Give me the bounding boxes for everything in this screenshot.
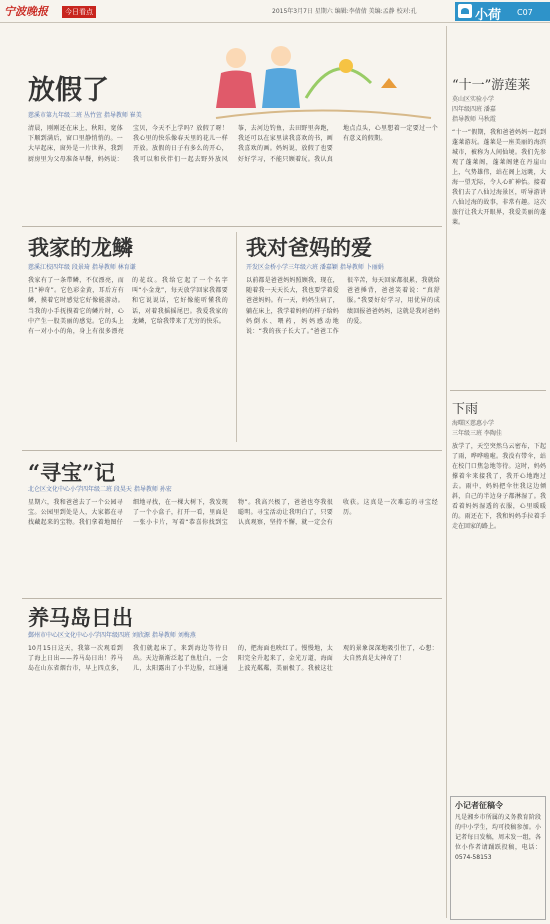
divider	[236, 232, 237, 442]
box-body: 凡是湘乡市所属的义务教育阶段的中小学生，均可投稿参加。小记者每日发稿，周末发一组，各位小作者请踊跃投稿，电话：0574-58153	[455, 814, 541, 861]
sidebar-school-2: 海曙区慈惠小学	[452, 420, 495, 427]
article-byline-3: 开发区金桥小学三年级六班 潘嘉颖 指导教师 卜丽娟	[246, 264, 384, 271]
article-title-1: 放假了	[28, 75, 109, 106]
article-title-2: 我家的龙鳞	[28, 235, 133, 260]
article-body-4: 星期六，我和爸爸去了一个公园寻宝。公园里到处是人，大家都在寻找藏起来的宝物。我们拿着地图仔细地寻找，在一棵大树下，我发现了一个小盒子，打开一看，里面是一张小卡片，写着“恭喜你找到宝物”。我高兴极了，爸爸也夸我很聪明。寻宝活动让我明白了，只要认真观察，坚持不懈，就一定会有收获。这真是一次难忘的寻宝经历。	[28, 499, 438, 527]
column-divider	[446, 26, 447, 918]
sidebar-grade-1: 四年级四班 潘嘉	[452, 106, 496, 113]
article-body-2: 我家有了一条带鳞，不仅漂亮，而且“神奇”。它色彩金黄，耳后方有鳞，摸着它时感觉它好像能游动。当我的小手抚摸着它的鳞片时，心中产生一股美丽的感觉。它的头上有一对小小的角，身上有很多漂亮的花纹。我给它起了一个名字叫“小金龙”，每天放学回家我都要和它说说话，它好像能听懂我的话，对着我摇摇尾巴。我爱我家的龙鳞，它给我带来了无穷的快乐。	[28, 277, 228, 336]
lotus-icon	[458, 4, 472, 18]
article-byline-5: 鄞州市中心区文化中心小学四年级四班 刘欣源 指导教师 刘梅燕	[28, 632, 196, 639]
article-byline-4: 北仑区文化中心小学四年级二班 段昊天 指导教师 孙宏	[28, 486, 172, 493]
brand-name: 小荷	[475, 8, 502, 23]
divider	[450, 390, 546, 391]
sidebar-school-1: 莫山区实验小学	[452, 96, 495, 103]
page-number: C07	[517, 8, 533, 17]
divider	[22, 226, 442, 227]
divider	[22, 598, 442, 599]
sidebar-teacher-1: 指导教师 马秋霞	[452, 116, 496, 123]
sidebar-title-1: “十一”游莲莱	[452, 78, 531, 93]
children-illustration	[196, 28, 446, 128]
sidebar-title-2: 下雨	[452, 402, 479, 417]
article-body-5: 10月15日这天，我第一次观看到了海上日出——养马岛日出！养马岛在山东省烟台市，早上四点多，我们就起床了，来到海边等待日出。天边渐渐泛起了鱼肚白，一会儿，太阳露出了小半边脸，红通通的，把海面也映红了。慢慢地，太阳完全升起来了，金光万道，海面上波光粼粼，美丽极了。我被这壮观的景象深深地吸引住了，心想：大自然真是太神奇了！	[28, 645, 438, 673]
divider	[22, 450, 442, 451]
article-title-4: “寻宝”记	[28, 460, 116, 485]
newspaper-logo: 宁波晚报	[4, 5, 48, 18]
article-body-3: 以前都是爸爸妈妈照顾我，现在，随着我一天天长大，我也要学着爱爸爸妈妈。有一天，妈妈生病了，躺在床上，我学着妈妈的样子给妈妈倒水、喂药，妈妈感动地说：“我的孩子长大了。”爸爸工作很辛苦，每天回家都很累，我就给爸爸捶背，爸爸笑着说：“真舒服。”我要好好学习，用优异的成绩回报爸爸妈妈，这就是我对爸妈的爱。	[246, 277, 440, 336]
article-byline-2: 慈溪江校四年级 段景琦 指导教师 林育谦	[28, 264, 136, 271]
section-label: 今日看点	[62, 6, 96, 18]
sidebar-body-1: “十一”假期，我和爸爸妈妈一起到蓬莱游玩。蓬莱是一座美丽的海滨城市，被称为人间仙境。我们先参观了蓬莱阁，蓬莱阁建在丹崖山上，气势雄伟，站在阁上远眺，大海一望无际，令人心旷神怡。接着我们去了八仙过海景区，听导游讲八仙过海的故事，非常有趣。这次旅行让我大开眼界，我爱美丽的蓬莱。	[452, 129, 546, 226]
header-info: 2015年3月7日 星期六 编辑:李倩倩 美编:孟静 校对:孔	[272, 8, 417, 15]
article-body-1: 清晨，刚刚还在床上，秋阳，宽体下顺到满后，窗口里静悄悄的。一大早起床，窗外是一片世界，我到厨房里为父母准备早餐，妈妈说：宝贝，今天不上学吗？放假了呀！我心里的快乐像春天里的花儿一样开放。放假的日子有多么的开心，我可以和伙伴们一起去野外放风筝，去河边钓鱼，去田野里奔跑，我还可以在家里读我喜欢的书，画我喜欢的画。妈妈说，放假了也要好好学习，不能只顾着玩。我认真地点点头，心里想着一定要过一个有意义的假期。	[28, 125, 438, 163]
call-for-submissions-box	[450, 796, 546, 920]
sidebar-grade-2: 三年级三班 李陶佳	[452, 430, 502, 437]
box-title: 小记者征稿令	[455, 801, 503, 810]
sidebar-body-2: 放学了，天空突然乌云密布，下起了雨，哗哗啦啦。我没有带伞，站在校门口焦急地等待。这时，妈妈撑着伞来接我了，我开心地跑过去。雨中，妈妈把伞往我这边倾斜，自己的半边身子都淋湿了。我看着妈妈湿透的衣服，心里暖暖的。雨还在下，我和妈妈手拉着手走在回家的路上。	[452, 443, 546, 530]
article-title-5: 养马岛日出	[28, 605, 133, 630]
article-byline-1: 慈溪市第九年级二班 丛竹萱 指导教师 崔美	[28, 112, 142, 119]
article-title-3: 我对爸妈的爱	[246, 235, 372, 260]
brand-banner	[455, 2, 550, 21]
